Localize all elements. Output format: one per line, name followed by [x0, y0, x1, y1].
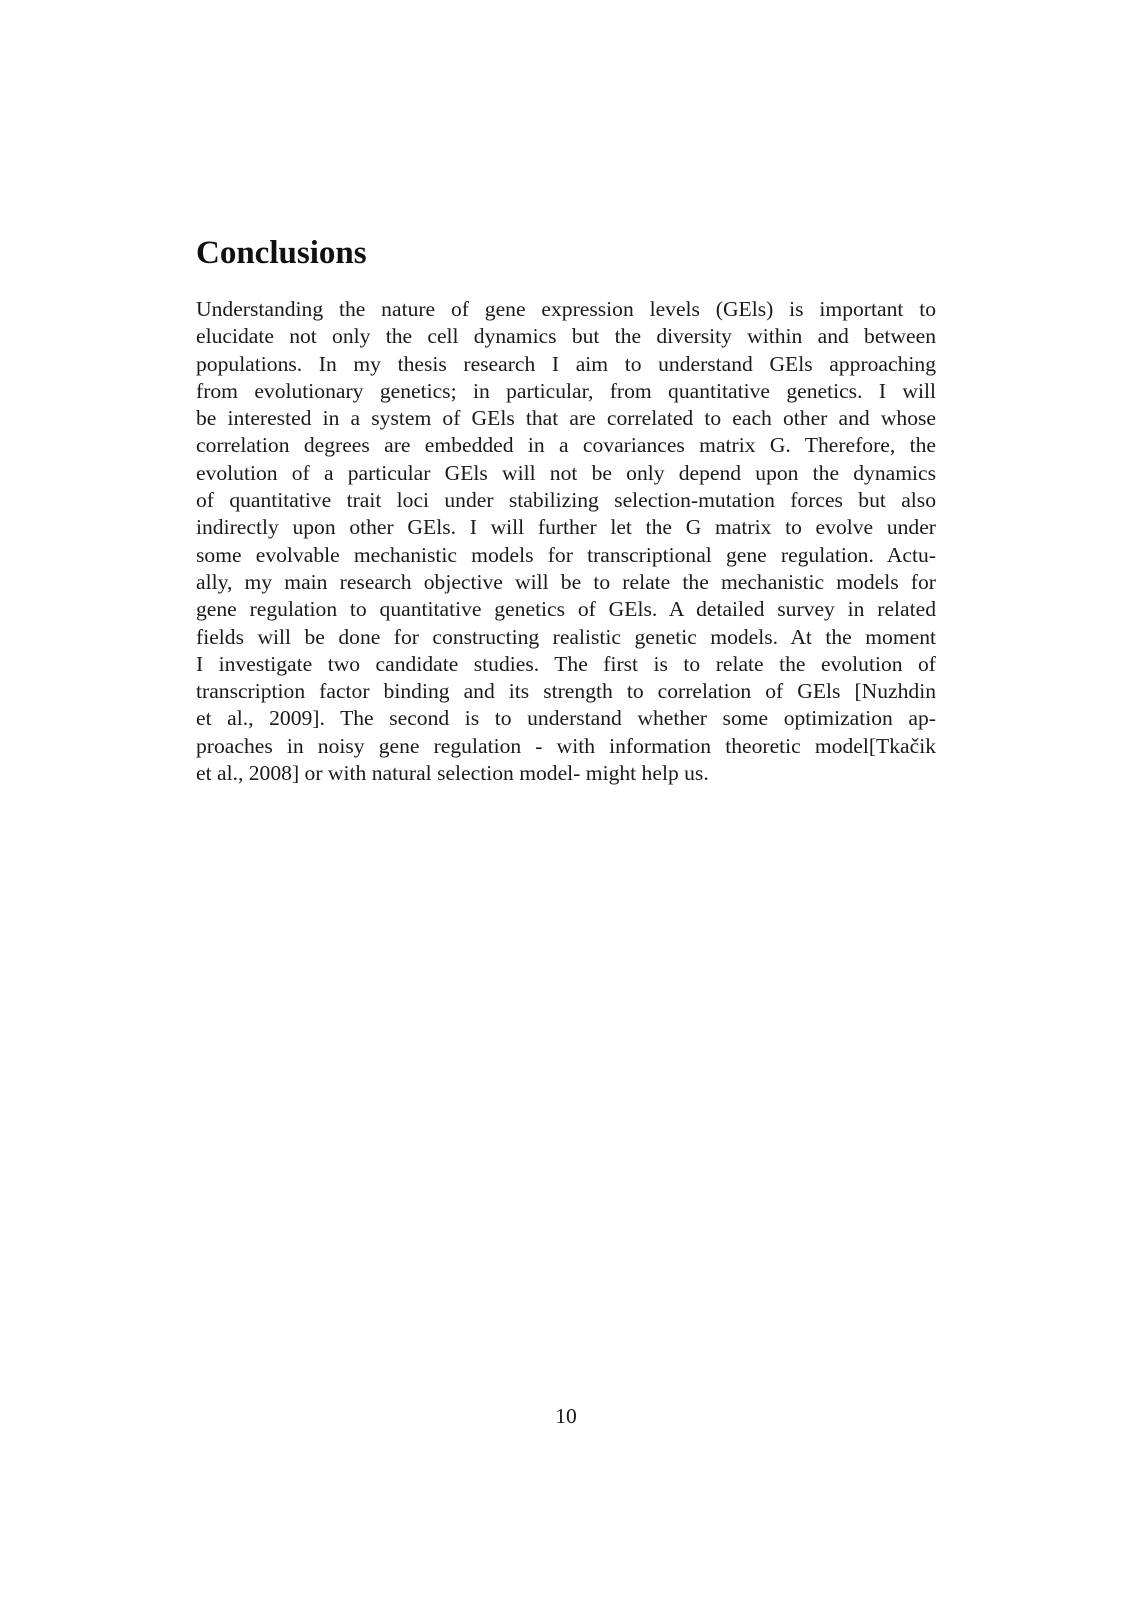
- paragraph-line: populations. In my thesis research I aim to understand GEls approaching: [196, 351, 936, 376]
- paragraph-line: et al., 2008] or with natural selection model- might help us.: [196, 761, 709, 786]
- paragraph-line: elucidate not only the cell dynamics but the diversity within and between: [196, 324, 936, 349]
- paragraph-line: ally, my main research objective will be to relate the mechanistic models for: [196, 569, 936, 594]
- paragraph-line: gene regulation to quantitative genetics of GEls. A detailed survey in related: [196, 597, 936, 622]
- paragraph-line: correlation degrees are embedded in a covariances matrix G. Therefore, the: [196, 433, 936, 458]
- paragraph-line: of quantitative trait loci under stabilizing selection-mutation forces but also: [196, 488, 936, 513]
- section-heading: Conclusions: [196, 235, 367, 271]
- paragraph-line: indirectly upon other GEls. I will further let the G matrix to evolve under: [196, 515, 936, 540]
- paragraph-line: proaches in noisy gene regulation - with information theoretic model[Tkačik: [196, 733, 936, 758]
- paragraph-line: evolution of a particular GEls will not be only depend upon the dynamics: [196, 460, 936, 485]
- conclusions-paragraph: [196, 296, 936, 787]
- paragraph-line: some evolvable mechanistic models for transcriptional gene regulation. Actu-: [196, 542, 936, 567]
- paragraph-line: be interested in a system of GEls that are correlated to each other and whose: [196, 406, 936, 431]
- paragraph-line: fields will be done for constructing realistic genetic models. At the moment: [196, 624, 936, 649]
- paragraph-line: I investigate two candidate studies. The first is to relate the evolution of: [196, 651, 936, 676]
- paragraph-line: Understanding the nature of gene expression levels (GEls) is important to: [196, 297, 936, 321]
- paragraph-line: from evolutionary genetics; in particular, from quantitative genetics. I will: [196, 378, 936, 403]
- paragraph-line: et al., 2009]. The second is to understand whether some optimization ap-: [196, 706, 936, 731]
- page-number: 10: [555, 1404, 577, 1428]
- paragraph-line: transcription factor binding and its strength to correlation of GEls [Nuzhdin: [196, 679, 936, 704]
